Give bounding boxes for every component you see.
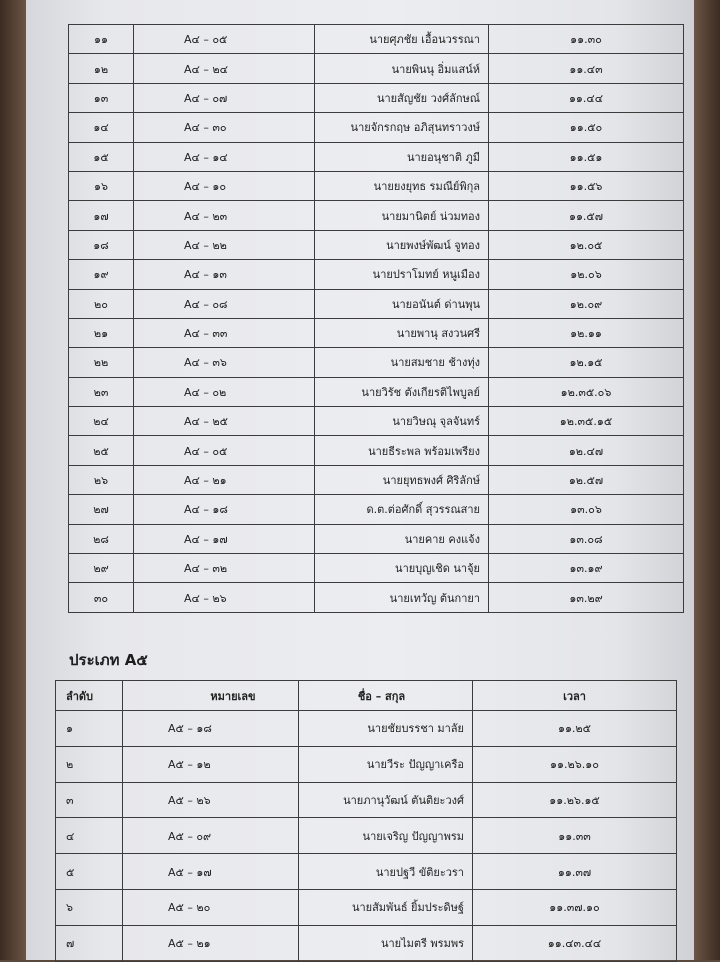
number-cell: A๔ – ๓๓ (134, 318, 315, 347)
name-cell: นายชัยบรรชา มาลัย (299, 711, 473, 747)
time-cell: ๑๑.๓๗ (473, 854, 677, 890)
order-cell: ๒๖ (69, 465, 134, 494)
order-cell: ๑๘ (69, 230, 134, 259)
table-row (69, 289, 684, 318)
table-row (69, 230, 684, 259)
name-cell: นายปราโมทย์ หนูเมือง (315, 260, 489, 289)
name-cell: นายอนุชาติ ภูมี (315, 142, 489, 171)
number-cell: A๔ – ๑๔ (134, 142, 315, 171)
order-cell: ๒๒ (69, 348, 134, 377)
name-cell: นายมานิตย์ น่วมทอง (315, 201, 489, 230)
number-cell: A๔ – ๑๘ (134, 495, 315, 524)
results-table-a4-body (69, 25, 684, 613)
time-cell: ๑๑.๓๐ (489, 25, 684, 54)
order-cell: ๖ (56, 889, 123, 925)
number-cell: A๔ – ๓๒ (134, 554, 315, 583)
time-cell: ๑๒.๓๕.๑๕ (489, 407, 684, 436)
name-cell: นายวีระ ปัญญาเครือ (299, 746, 473, 782)
order-cell: ๑๙ (69, 260, 134, 289)
order-cell: ๑ (56, 711, 123, 747)
table-row (69, 583, 684, 612)
time-cell: ๑๑.๔๓.๔๔ (473, 925, 677, 961)
order-cell: ๒๗ (69, 495, 134, 524)
table-row (69, 318, 684, 347)
number-cell: A๕ – ๒๑ (123, 925, 299, 961)
name-cell: นายคาย คงแจ้ง (315, 524, 489, 553)
table-row (56, 782, 677, 818)
table-row (56, 746, 677, 782)
number-cell: A๕ – ๑๒ (123, 746, 299, 782)
time-cell: ๑๑.๒๕ (473, 711, 677, 747)
time-cell: ๑๒.๑๑ (489, 318, 684, 347)
table-row (69, 83, 684, 112)
number-cell: A๔ – ๒๓ (134, 201, 315, 230)
name-cell: นายพินนุ อิ่มแสน์ห์ (315, 54, 489, 83)
number-cell: A๕ – ๑๗ (123, 854, 299, 890)
header-number: หมายเลข (123, 681, 299, 711)
table-header-row (56, 681, 677, 711)
order-cell: ๔ (56, 818, 123, 854)
time-cell: ๑๑.๒๖.๑๕ (473, 782, 677, 818)
number-cell: A๔ – ๒๕ (134, 407, 315, 436)
section-title-a5: ประเภท A๕ (69, 651, 148, 669)
time-cell: ๑๒.๐๕ (489, 230, 684, 259)
order-cell: ๗ (56, 925, 123, 961)
name-cell: นายยุทธพงศ์ ศิริลักษ์ (315, 465, 489, 494)
header-order: ลำดับ (56, 681, 123, 711)
time-cell: ๑๑.๔๔ (489, 83, 684, 112)
time-cell: ๑๓.๑๙ (489, 554, 684, 583)
name-cell: นายธีระพล พร้อมเพรียง (315, 436, 489, 465)
order-cell: ๑๕ (69, 142, 134, 171)
time-cell: ๑๑.๕๗ (489, 201, 684, 230)
table-row (69, 348, 684, 377)
order-cell: ๒๓ (69, 377, 134, 406)
order-cell: ๑๗ (69, 201, 134, 230)
time-cell: ๑๓.๐๖ (489, 495, 684, 524)
number-cell: A๕ – ๑๘ (123, 711, 299, 747)
header-time: เวลา (473, 681, 677, 711)
number-cell: A๔ – ๑๐ (134, 171, 315, 200)
table-row (69, 54, 684, 83)
number-cell: A๔ – ๐๕ (134, 436, 315, 465)
results-table-a5-body (56, 711, 677, 962)
order-cell: ๑๔ (69, 113, 134, 142)
time-cell: ๑๒.๕๗ (489, 465, 684, 494)
table-row (69, 465, 684, 494)
time-cell: ๑๑.๕๑ (489, 142, 684, 171)
desk-right-edge (694, 0, 720, 960)
number-cell: A๔ – ๑๓ (134, 260, 315, 289)
table-row (69, 554, 684, 583)
name-cell: นายอนันต์ ด่านพุน (315, 289, 489, 318)
table-row (56, 889, 677, 925)
number-cell: A๔ – ๐๕ (134, 25, 315, 54)
table-row (69, 377, 684, 406)
desk-left-edge (0, 0, 26, 960)
name-cell: นายยงยุทธ รมณีย์พิกุล (315, 171, 489, 200)
table-row (69, 201, 684, 230)
number-cell: A๔ – ๒๖ (134, 583, 315, 612)
name-cell: นายบุญเชิด นาจุ้ย (315, 554, 489, 583)
table-row (69, 113, 684, 142)
name-cell: นายวิษณุ จุลจันทร์ (315, 407, 489, 436)
time-cell: ๑๓.๐๘ (489, 524, 684, 553)
order-cell: ๑๓ (69, 83, 134, 112)
table-row (69, 260, 684, 289)
name-cell: นายจักรกฤษ อภิสุนทราวงษ์ (315, 113, 489, 142)
time-cell: ๑๒.๓๕.๐๖ (489, 377, 684, 406)
name-cell: นายปฐวี ขัติยะวรา (299, 854, 473, 890)
table-row (69, 142, 684, 171)
order-cell: ๕ (56, 854, 123, 890)
order-cell: ๓๐ (69, 583, 134, 612)
time-cell: ๑๑.๒๖.๑๐ (473, 746, 677, 782)
order-cell: ๒๐ (69, 289, 134, 318)
name-cell: นายสมชาย ช้างทุ่ง (315, 348, 489, 377)
name-cell: นายสัญชัย วงศ์ลักษณ์ (315, 83, 489, 112)
header-name: ชื่อ – สกุล (299, 681, 473, 711)
name-cell: นายสัมพันธ์ ยิ้มประดิษฐ์ (299, 889, 473, 925)
table-row (69, 436, 684, 465)
table-row (56, 818, 677, 854)
number-cell: A๕ – ๒๖ (123, 782, 299, 818)
time-cell: ๑๑.๔๓ (489, 54, 684, 83)
table-row (69, 25, 684, 54)
order-cell: ๒๕ (69, 436, 134, 465)
number-cell: A๔ – ๓๐ (134, 113, 315, 142)
time-cell: ๑๑.๓๓ (473, 818, 677, 854)
results-table-a4 (68, 24, 684, 613)
name-cell: นายเทวัญ ต้นกายา (315, 583, 489, 612)
name-cell: ด.ต.ต่อศักดิ์ สุวรรณสาย (315, 495, 489, 524)
order-cell: ๒ (56, 746, 123, 782)
number-cell: A๔ – ๒๑ (134, 465, 315, 494)
name-cell: นายพงษ์พัฒน์ จูทอง (315, 230, 489, 259)
number-cell: A๔ – ๒๒ (134, 230, 315, 259)
name-cell: นายภานุวัฒน์ ตันติยะวงศ์ (299, 782, 473, 818)
time-cell: ๑๑.๓๗.๑๐ (473, 889, 677, 925)
order-cell: ๑๒ (69, 54, 134, 83)
name-cell: นายพานุ สงวนศรี (315, 318, 489, 347)
number-cell: A๔ – ๒๔ (134, 54, 315, 83)
number-cell: A๕ – ๒๐ (123, 889, 299, 925)
time-cell: ๑๒.๔๗ (489, 436, 684, 465)
table-row (69, 171, 684, 200)
table-row (69, 524, 684, 553)
order-cell: ๒๑ (69, 318, 134, 347)
number-cell: A๔ – ๐๒ (134, 377, 315, 406)
results-table-a5 (55, 680, 677, 962)
order-cell: ๓ (56, 782, 123, 818)
order-cell: ๒๘ (69, 524, 134, 553)
table-row (56, 854, 677, 890)
name-cell: นายเจริญ ปัญญาพรม (299, 818, 473, 854)
order-cell: ๒๙ (69, 554, 134, 583)
table-row (56, 711, 677, 747)
table-row (69, 407, 684, 436)
time-cell: ๑๑.๕๖ (489, 171, 684, 200)
number-cell: A๔ – ๐๘ (134, 289, 315, 318)
order-cell: ๒๔ (69, 407, 134, 436)
time-cell: ๑๓.๒๙ (489, 583, 684, 612)
time-cell: ๑๒.๐๖ (489, 260, 684, 289)
order-cell: ๑๑ (69, 25, 134, 54)
table-row (56, 925, 677, 961)
number-cell: A๔ – ๑๗ (134, 524, 315, 553)
name-cell: นายวิรัช ตังเกียรติไพบูลย์ (315, 377, 489, 406)
table-row (69, 495, 684, 524)
time-cell: ๑๒.๐๙ (489, 289, 684, 318)
name-cell: นายศุภชัย เอื้อนวรรณา (315, 25, 489, 54)
name-cell: นายไมตรี พรมพร (299, 925, 473, 961)
number-cell: A๕ – ๐๙ (123, 818, 299, 854)
time-cell: ๑๑.๕๐ (489, 113, 684, 142)
time-cell: ๑๒.๑๕ (489, 348, 684, 377)
number-cell: A๔ – ๐๗ (134, 83, 315, 112)
number-cell: A๔ – ๓๖ (134, 348, 315, 377)
order-cell: ๑๖ (69, 171, 134, 200)
